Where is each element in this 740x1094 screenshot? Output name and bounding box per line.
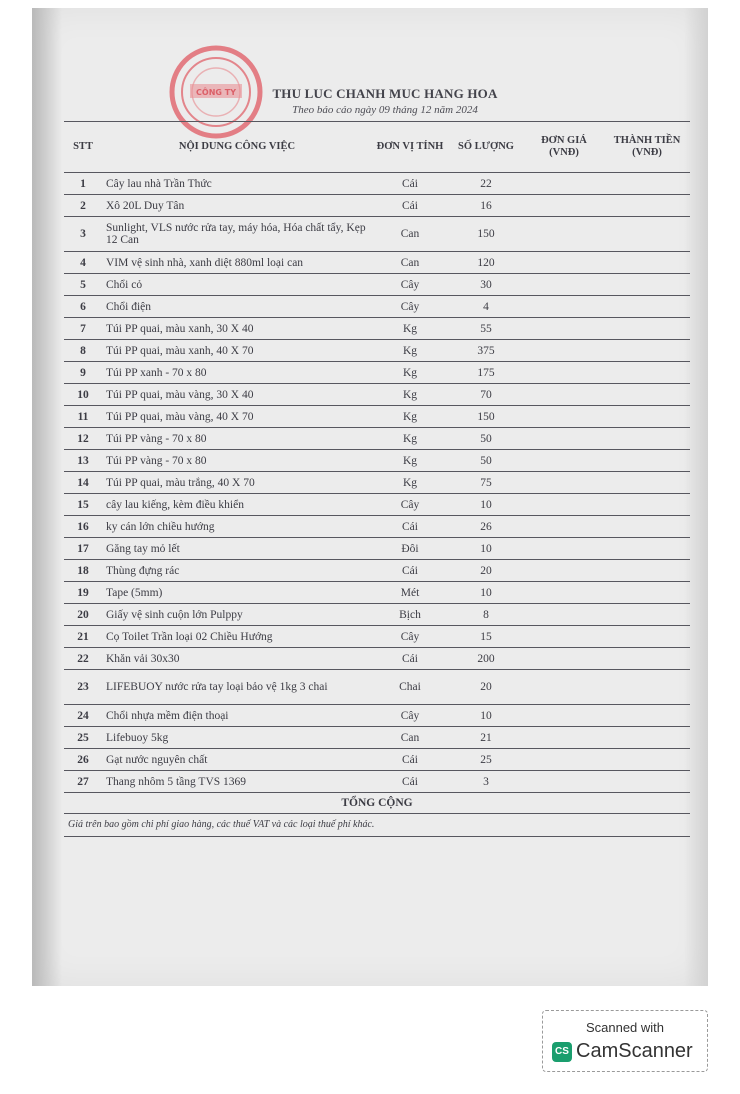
row-unit: Cái (372, 560, 448, 582)
row-amount (604, 560, 690, 582)
row-content: Cọ Toilet Trần loại 02 Chiều Hướng (102, 626, 372, 648)
row-unit-price (524, 705, 604, 727)
row-number: 25 (64, 727, 102, 749)
row-amount (604, 217, 690, 252)
document-title: THU LUC CHANH MUC HANG HOA (272, 86, 498, 101)
header-stt: STT (64, 122, 102, 173)
camscanner-logo-letters: CS (555, 1046, 569, 1057)
row-amount (604, 582, 690, 604)
table-header-row (64, 122, 690, 173)
row-quantity: 25 (448, 749, 524, 771)
row-amount (604, 670, 690, 705)
row-amount (604, 727, 690, 749)
row-number: 16 (64, 516, 102, 538)
row-amount (604, 195, 690, 217)
row-number: 3 (64, 217, 102, 252)
row-quantity: 4 (448, 296, 524, 318)
row-number: 27 (64, 771, 102, 793)
row-content: Túi PP vàng - 70 x 80 (102, 450, 372, 472)
header-unit-price: ĐƠN GIÁ (VNĐ) (524, 122, 604, 173)
row-quantity: 55 (448, 318, 524, 340)
row-unit: Cây (372, 494, 448, 516)
row-content: VIM vệ sinh nhà, xanh diệt 880ml loại can (102, 252, 372, 274)
row-unit: Kg (372, 384, 448, 406)
row-quantity: 70 (448, 384, 524, 406)
row-unit-price (524, 749, 604, 771)
row-quantity: 8 (448, 604, 524, 626)
row-unit-price (524, 670, 604, 705)
row-number: 22 (64, 648, 102, 670)
camscanner-watermark (542, 1010, 708, 1072)
row-number: 10 (64, 384, 102, 406)
row-unit-price (524, 626, 604, 648)
row-amount (604, 340, 690, 362)
row-amount (604, 384, 690, 406)
table-row (64, 538, 690, 560)
row-unit-price (524, 296, 604, 318)
row-unit-price (524, 362, 604, 384)
table-row (64, 195, 690, 217)
row-quantity: 10 (448, 494, 524, 516)
row-unit-price (524, 406, 604, 428)
row-quantity: 15 (448, 626, 524, 648)
row-content: Túi PP quai, màu xanh, 30 X 40 (102, 318, 372, 340)
note-row (64, 814, 690, 837)
row-number: 15 (64, 494, 102, 516)
table-body (64, 173, 690, 793)
table-row (64, 450, 690, 472)
row-amount (604, 406, 690, 428)
row-unit: Chai (372, 670, 448, 705)
table-row (64, 771, 690, 793)
table-row (64, 494, 690, 516)
row-content: Túi PP xanh - 70 x 80 (102, 362, 372, 384)
table-row (64, 705, 690, 727)
row-number: 19 (64, 582, 102, 604)
row-quantity: 22 (448, 173, 524, 195)
row-content: Chổi điện (102, 296, 372, 318)
row-number: 21 (64, 626, 102, 648)
row-content: Túi PP quai, màu xanh, 40 X 70 (102, 340, 372, 362)
row-number: 12 (64, 428, 102, 450)
row-amount (604, 274, 690, 296)
row-unit: Cái (372, 749, 448, 771)
row-content: Túi PP quai, màu trắng, 40 X 70 (102, 472, 372, 494)
row-unit: Cái (372, 648, 448, 670)
row-quantity: 50 (448, 450, 524, 472)
row-number: 7 (64, 318, 102, 340)
row-content: Thùng đựng rác (102, 560, 372, 582)
row-number: 17 (64, 538, 102, 560)
row-content: Túi PP vàng - 70 x 80 (102, 428, 372, 450)
row-quantity: 3 (448, 771, 524, 793)
table-row (64, 318, 690, 340)
table-row (64, 173, 690, 195)
row-number: 2 (64, 195, 102, 217)
row-unit-price (524, 472, 604, 494)
row-unit: Kg (372, 362, 448, 384)
row-content: Cây lau nhà Trần Thức (102, 173, 372, 195)
total-label: TỔNG CỘNG (64, 793, 690, 814)
row-unit: Cái (372, 173, 448, 195)
table-row (64, 274, 690, 296)
row-unit: Kg (372, 340, 448, 362)
row-content: Chổi nhựa mềm điện thoại (102, 705, 372, 727)
row-amount (604, 450, 690, 472)
row-unit: Cây (372, 296, 448, 318)
table-row (64, 670, 690, 705)
table-row (64, 406, 690, 428)
row-quantity: 10 (448, 538, 524, 560)
row-amount (604, 705, 690, 727)
price-note: Giá trên bao gồm chi phí giao hàng, các thuế VAT và các loại thuế phí khác. (64, 814, 690, 837)
header-quantity: SỐ LƯỢNG (448, 122, 524, 173)
row-number: 9 (64, 362, 102, 384)
row-amount (604, 494, 690, 516)
table-row (64, 626, 690, 648)
table-row (64, 362, 690, 384)
table-row (64, 428, 690, 450)
row-unit: Kg (372, 318, 448, 340)
row-unit-price (524, 428, 604, 450)
table-row (64, 727, 690, 749)
row-amount (604, 472, 690, 494)
camscanner-logo-icon (552, 1042, 572, 1062)
row-number: 23 (64, 670, 102, 705)
row-unit: Cái (372, 516, 448, 538)
row-content: Túi PP quai, màu vàng, 40 X 70 (102, 406, 372, 428)
row-number: 24 (64, 705, 102, 727)
row-number: 6 (64, 296, 102, 318)
row-number: 8 (64, 340, 102, 362)
row-unit-price (524, 727, 604, 749)
row-unit-price (524, 217, 604, 252)
row-quantity: 75 (448, 472, 524, 494)
row-amount (604, 252, 690, 274)
table-row (64, 217, 690, 252)
header-content: NỘI DUNG CÔNG VIỆC (102, 122, 372, 173)
row-amount (604, 173, 690, 195)
document-subtitle: Theo báo cáo ngày 09 tháng 12 năm 2024 (292, 104, 478, 116)
row-quantity: 20 (448, 670, 524, 705)
row-unit: Kg (372, 406, 448, 428)
row-number: 18 (64, 560, 102, 582)
row-unit-price (524, 538, 604, 560)
row-unit: Cây (372, 705, 448, 727)
row-content: ky cán lớn chiều hướng (102, 516, 372, 538)
row-content: Sunlight, VLS nước rửa tay, máy hóa, Hóa chất tẩy, Kẹp 12 Can (102, 217, 372, 252)
row-unit: Cây (372, 626, 448, 648)
row-unit: Đôi (372, 538, 448, 560)
row-unit: Can (372, 252, 448, 274)
table-row (64, 516, 690, 538)
row-number: 20 (64, 604, 102, 626)
table-row (64, 560, 690, 582)
row-unit-price (524, 582, 604, 604)
table-row (64, 749, 690, 771)
row-content: Túi PP quai, màu vàng, 30 X 40 (102, 384, 372, 406)
row-unit-price (524, 516, 604, 538)
table-row (64, 604, 690, 626)
row-quantity: 10 (448, 705, 524, 727)
header-unit: ĐƠN VỊ TÍNH (372, 122, 448, 173)
row-content: LIFEBUOY nước rửa tay loại bảo vệ 1kg 3 chai (102, 670, 372, 705)
row-content: Chổi cỏ (102, 274, 372, 296)
table-row (64, 472, 690, 494)
row-quantity: 150 (448, 406, 524, 428)
svg-text:CÔNG TY: CÔNG TY (196, 88, 236, 97)
watermark-brand: CamScanner (576, 1040, 693, 1062)
row-unit-price (524, 318, 604, 340)
row-amount (604, 296, 690, 318)
row-content: Tape (5mm) (102, 582, 372, 604)
row-amount (604, 771, 690, 793)
row-amount (604, 648, 690, 670)
row-quantity: 200 (448, 648, 524, 670)
row-unit-price (524, 384, 604, 406)
row-unit: Cái (372, 771, 448, 793)
total-row (64, 793, 690, 814)
table-row (64, 384, 690, 406)
row-unit-price (524, 195, 604, 217)
row-quantity: 175 (448, 362, 524, 384)
row-number: 14 (64, 472, 102, 494)
row-amount (604, 362, 690, 384)
row-quantity: 30 (448, 274, 524, 296)
row-amount (604, 428, 690, 450)
row-quantity: 20 (448, 560, 524, 582)
row-quantity: 10 (448, 582, 524, 604)
row-number: 13 (64, 450, 102, 472)
row-number: 11 (64, 406, 102, 428)
row-quantity: 120 (448, 252, 524, 274)
row-amount (604, 626, 690, 648)
header-amount: THÀNH TIỀN (VNĐ) (604, 122, 690, 173)
row-unit: Bịch (372, 604, 448, 626)
row-amount (604, 604, 690, 626)
row-unit-price (524, 494, 604, 516)
table-row (64, 648, 690, 670)
row-unit-price (524, 771, 604, 793)
row-quantity: 16 (448, 195, 524, 217)
row-content: Lifebuoy 5kg (102, 727, 372, 749)
row-amount (604, 538, 690, 560)
row-amount (604, 749, 690, 771)
row-content: cây lau kiếng, kèm điều khiển (102, 494, 372, 516)
row-content: Thang nhôm 5 tầng TVS 1369 (102, 771, 372, 793)
row-number: 4 (64, 252, 102, 274)
row-unit: Cái (372, 195, 448, 217)
quotation-table (64, 121, 690, 837)
row-content: Giấy vệ sinh cuộn lớn Pulppy (102, 604, 372, 626)
row-number: 5 (64, 274, 102, 296)
row-unit: Kg (372, 428, 448, 450)
row-unit-price (524, 604, 604, 626)
watermark-scanned-with: Scanned with (585, 1020, 665, 1035)
row-content: Khăn vải 30x30 (102, 648, 372, 670)
row-quantity: 150 (448, 217, 524, 252)
row-unit: Kg (372, 450, 448, 472)
row-amount (604, 516, 690, 538)
row-number: 26 (64, 749, 102, 771)
row-content: Găng tay mỏ lết (102, 538, 372, 560)
row-unit-price (524, 173, 604, 195)
row-unit-price (524, 450, 604, 472)
row-unit: Can (372, 727, 448, 749)
row-unit: Can (372, 217, 448, 252)
row-unit-price (524, 274, 604, 296)
row-content: Gạt nước nguyên chất (102, 749, 372, 771)
row-unit-price (524, 252, 604, 274)
row-unit-price (524, 340, 604, 362)
row-number: 1 (64, 173, 102, 195)
row-quantity: 375 (448, 340, 524, 362)
row-unit-price (524, 648, 604, 670)
table-row (64, 252, 690, 274)
row-quantity: 26 (448, 516, 524, 538)
row-unit: Kg (372, 472, 448, 494)
row-content: Xô 20L Duy Tân (102, 195, 372, 217)
row-quantity: 50 (448, 428, 524, 450)
row-unit-price (524, 560, 604, 582)
row-amount (604, 318, 690, 340)
table-row (64, 582, 690, 604)
row-unit: Mét (372, 582, 448, 604)
row-quantity: 21 (448, 727, 524, 749)
table-row (64, 296, 690, 318)
table-row (64, 340, 690, 362)
row-unit: Cây (372, 274, 448, 296)
page-edge-shadow-left (32, 8, 62, 986)
